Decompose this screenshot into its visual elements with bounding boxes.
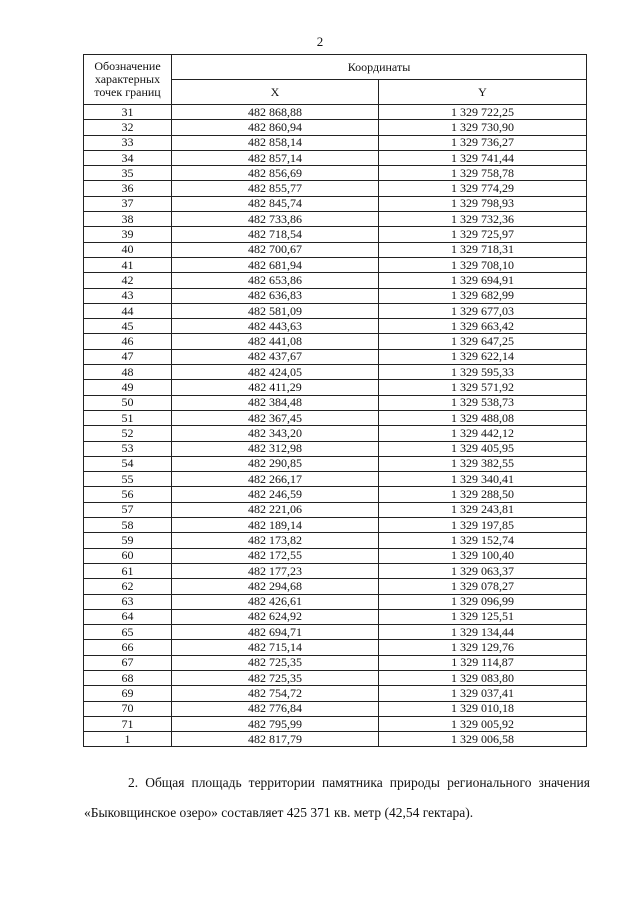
coord-x-cell: 482 266,17 [172, 472, 379, 487]
point-number-cell: 39 [84, 227, 172, 242]
table-row [84, 686, 587, 701]
coord-y-cell: 1 329 571,92 [379, 380, 587, 395]
coord-y-cell: 1 329 114,87 [379, 655, 587, 670]
table-row [84, 563, 587, 578]
coord-x-cell: 482 725,35 [172, 655, 379, 670]
point-number-cell: 41 [84, 257, 172, 272]
coord-x-cell: 482 189,14 [172, 518, 379, 533]
coord-x-cell: 482 694,71 [172, 625, 379, 640]
coord-x-cell: 482 294,68 [172, 579, 379, 594]
table-row [84, 518, 587, 533]
table-row [84, 640, 587, 655]
coord-x-cell: 482 855,77 [172, 181, 379, 196]
coord-y-cell: 1 329 005,92 [379, 716, 587, 731]
point-number-cell: 34 [84, 150, 172, 165]
point-number-cell: 57 [84, 502, 172, 517]
coord-x-cell: 482 424,05 [172, 365, 379, 380]
table-row [84, 105, 587, 120]
coord-y-cell: 1 329 758,78 [379, 166, 587, 181]
table-row [84, 625, 587, 640]
table-row [84, 472, 587, 487]
coord-y-cell: 1 329 382,55 [379, 456, 587, 471]
table-row [84, 166, 587, 181]
point-number-cell: 37 [84, 196, 172, 211]
point-number-cell: 56 [84, 487, 172, 502]
coord-x-cell: 482 581,09 [172, 303, 379, 318]
point-number-cell: 32 [84, 120, 172, 135]
point-number-cell: 51 [84, 410, 172, 425]
coord-y-cell: 1 329 063,37 [379, 563, 587, 578]
point-number-cell: 58 [84, 518, 172, 533]
table-row [84, 701, 587, 716]
coord-x-cell: 482 856,69 [172, 166, 379, 181]
point-number-cell: 53 [84, 441, 172, 456]
point-number-cell: 69 [84, 686, 172, 701]
area-paragraph: 2. Общая площадь территории памятника природы регионального значения «Быковщинское озеро» составляет 425 371 кв. метр (42,54 гектара). [84, 775, 590, 820]
coord-y-cell: 1 329 741,44 [379, 150, 587, 165]
point-number-cell: 36 [84, 181, 172, 196]
coord-y-cell: 1 329 718,31 [379, 242, 587, 257]
coord-x-cell: 482 221,06 [172, 502, 379, 517]
coord-x-cell: 482 700,67 [172, 242, 379, 257]
point-number-cell: 52 [84, 426, 172, 441]
coord-y-cell: 1 329 405,95 [379, 441, 587, 456]
table-row [84, 502, 587, 517]
table-row [84, 212, 587, 227]
table-row [84, 150, 587, 165]
coord-y-cell: 1 329 732,36 [379, 212, 587, 227]
table-row [84, 181, 587, 196]
table-row [84, 334, 587, 349]
table-row [84, 227, 587, 242]
coord-x-cell: 482 367,45 [172, 410, 379, 425]
header-x: X [172, 80, 379, 105]
coord-x-cell: 482 795,99 [172, 716, 379, 731]
coord-y-cell: 1 329 694,91 [379, 273, 587, 288]
point-number-cell: 40 [84, 242, 172, 257]
header-y: Y [379, 80, 587, 105]
coord-y-cell: 1 329 078,27 [379, 579, 587, 594]
table-row [84, 242, 587, 257]
point-number-cell: 67 [84, 655, 172, 670]
coord-y-cell: 1 329 134,44 [379, 625, 587, 640]
coord-y-cell: 1 329 798,93 [379, 196, 587, 211]
point-number-cell: 43 [84, 288, 172, 303]
coord-y-cell: 1 329 083,80 [379, 670, 587, 685]
table-row [84, 716, 587, 731]
point-number-cell: 64 [84, 609, 172, 624]
point-number-cell: 55 [84, 472, 172, 487]
point-number-cell: 1 [84, 732, 172, 747]
table-row [84, 533, 587, 548]
coord-x-cell: 482 246,59 [172, 487, 379, 502]
coord-x-cell: 482 624,92 [172, 609, 379, 624]
coord-y-cell: 1 329 622,14 [379, 349, 587, 364]
point-number-cell: 66 [84, 640, 172, 655]
coord-y-cell: 1 329 647,25 [379, 334, 587, 349]
coord-y-cell: 1 329 037,41 [379, 686, 587, 701]
coord-x-cell: 482 173,82 [172, 533, 379, 548]
point-number-cell: 49 [84, 380, 172, 395]
coord-y-cell: 1 329 340,41 [379, 472, 587, 487]
table-row [84, 594, 587, 609]
coord-x-cell: 482 312,98 [172, 441, 379, 456]
coord-y-cell: 1 329 663,42 [379, 319, 587, 334]
table-row [84, 441, 587, 456]
table-row [84, 349, 587, 364]
point-number-cell: 38 [84, 212, 172, 227]
coord-x-cell: 482 725,35 [172, 670, 379, 685]
coord-x-cell: 482 443,63 [172, 319, 379, 334]
coord-y-cell: 1 329 125,51 [379, 609, 587, 624]
point-number-cell: 44 [84, 303, 172, 318]
coord-x-cell: 482 653,86 [172, 273, 379, 288]
point-number-cell: 60 [84, 548, 172, 563]
coord-x-cell: 482 441,08 [172, 334, 379, 349]
point-number-cell: 71 [84, 716, 172, 731]
coordinates-table [83, 54, 587, 747]
table-row [84, 196, 587, 211]
table-row [84, 288, 587, 303]
point-number-cell: 31 [84, 105, 172, 120]
coord-y-cell: 1 329 682,99 [379, 288, 587, 303]
coord-x-cell: 482 437,67 [172, 349, 379, 364]
coord-y-cell: 1 329 538,73 [379, 395, 587, 410]
table-row [84, 426, 587, 441]
point-number-cell: 63 [84, 594, 172, 609]
table-row [84, 319, 587, 334]
point-number-cell: 35 [84, 166, 172, 181]
coord-y-cell: 1 329 442,12 [379, 426, 587, 441]
coord-x-cell: 482 817,79 [172, 732, 379, 747]
point-number-cell: 59 [84, 533, 172, 548]
coord-y-cell: 1 329 129,76 [379, 640, 587, 655]
point-number-cell: 62 [84, 579, 172, 594]
coord-y-cell: 1 329 488,08 [379, 410, 587, 425]
coord-x-cell: 482 715,14 [172, 640, 379, 655]
coord-x-cell: 482 860,94 [172, 120, 379, 135]
coord-y-cell: 1 329 774,29 [379, 181, 587, 196]
coord-y-cell: 1 329 197,85 [379, 518, 587, 533]
coord-y-cell: 1 329 096,99 [379, 594, 587, 609]
point-number-cell: 42 [84, 273, 172, 288]
coord-x-cell: 482 681,94 [172, 257, 379, 272]
coord-x-cell: 482 754,72 [172, 686, 379, 701]
table-row [84, 609, 587, 624]
coord-x-cell: 482 776,84 [172, 701, 379, 716]
point-number-cell: 54 [84, 456, 172, 471]
table-row [84, 120, 587, 135]
table-row [84, 135, 587, 150]
coord-y-cell: 1 329 722,25 [379, 105, 587, 120]
point-number-cell: 47 [84, 349, 172, 364]
coord-y-cell: 1 329 006,58 [379, 732, 587, 747]
table-row [84, 365, 587, 380]
point-number-cell: 65 [84, 625, 172, 640]
coord-x-cell: 482 172,55 [172, 548, 379, 563]
coord-x-cell: 482 177,23 [172, 563, 379, 578]
coord-y-cell: 1 329 708,10 [379, 257, 587, 272]
coord-x-cell: 482 858,14 [172, 135, 379, 150]
coord-y-cell: 1 329 100,40 [379, 548, 587, 563]
table-row [84, 732, 587, 747]
coord-x-cell: 482 343,20 [172, 426, 379, 441]
header-points: Обозначение характерных точек границ [84, 55, 172, 105]
table-row [84, 487, 587, 502]
point-number-cell: 46 [84, 334, 172, 349]
page-number: 2 [316, 34, 324, 49]
point-number-cell: 50 [84, 395, 172, 410]
header-coordinates: Координаты [172, 55, 587, 80]
coord-y-cell: 1 329 730,90 [379, 120, 587, 135]
coord-y-cell: 1 329 288,50 [379, 487, 587, 502]
coord-y-cell: 1 329 595,33 [379, 365, 587, 380]
table-row [84, 655, 587, 670]
point-number-cell: 45 [84, 319, 172, 334]
point-number-cell: 70 [84, 701, 172, 716]
coord-x-cell: 482 845,74 [172, 196, 379, 211]
coord-x-cell: 482 733,86 [172, 212, 379, 227]
coord-x-cell: 482 718,54 [172, 227, 379, 242]
table-row [84, 395, 587, 410]
coord-x-cell: 482 868,88 [172, 105, 379, 120]
coord-y-cell: 1 329 010,18 [379, 701, 587, 716]
table-row [84, 273, 587, 288]
table-row [84, 670, 587, 685]
table-row [84, 380, 587, 395]
table-row [84, 548, 587, 563]
coord-x-cell: 482 384,48 [172, 395, 379, 410]
coord-x-cell: 482 411,29 [172, 380, 379, 395]
table-row [84, 410, 587, 425]
point-number-cell: 61 [84, 563, 172, 578]
coord-y-cell: 1 329 736,27 [379, 135, 587, 150]
coord-x-cell: 482 426,61 [172, 594, 379, 609]
coord-x-cell: 482 636,83 [172, 288, 379, 303]
point-number-cell: 68 [84, 670, 172, 685]
table-row [84, 579, 587, 594]
table-row [84, 456, 587, 471]
coord-y-cell: 1 329 152,74 [379, 533, 587, 548]
coord-y-cell: 1 329 725,97 [379, 227, 587, 242]
coord-x-cell: 482 290,85 [172, 456, 379, 471]
coord-x-cell: 482 857,14 [172, 150, 379, 165]
coord-y-cell: 1 329 677,03 [379, 303, 587, 318]
coord-y-cell: 1 329 243,81 [379, 502, 587, 517]
table-row [84, 303, 587, 318]
point-number-cell: 48 [84, 365, 172, 380]
table-row [84, 257, 587, 272]
point-number-cell: 33 [84, 135, 172, 150]
